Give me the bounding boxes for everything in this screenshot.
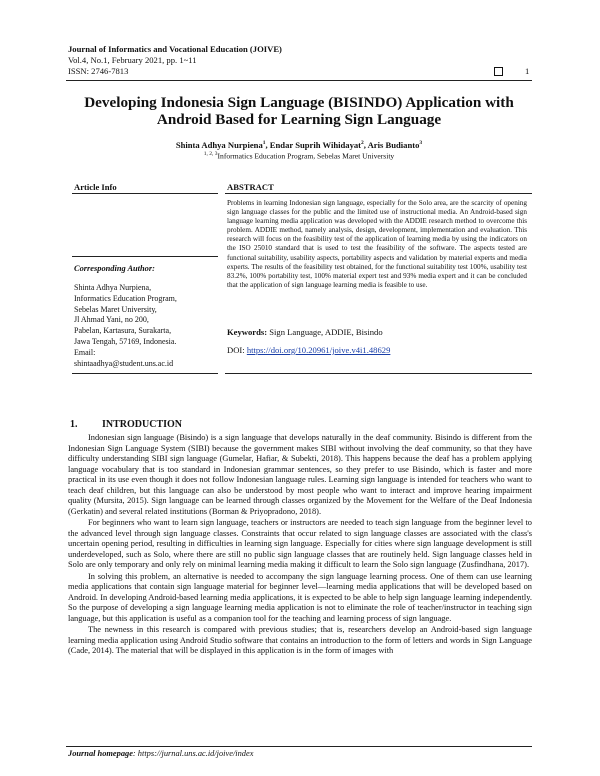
journal-homepage [68, 749, 253, 758]
author-1-sup: 1 [262, 140, 266, 147]
paragraph: The newness in this research is compared with previous studies; that is, researchers develop an Android-based sign language learning media application using Android Studio software that contains an introduction to the form of letters and words in Sign Language (Cade, 2014). The material that will be displayed in this application is in the form of images with [68, 625, 532, 655]
affiliation-sup: 1, 2, 3 [203, 151, 218, 157]
page-number: 1 [525, 66, 530, 76]
author-1: Shinta Adhya Nurpiena [175, 140, 263, 150]
doi [227, 345, 390, 355]
journal-issn: ISSN: 2746-7813 [68, 66, 129, 76]
footer-divider [66, 746, 532, 747]
author-line: Pabelan, Kartasura, Surakarta, [74, 326, 172, 336]
keywords-label: Keywords: [227, 327, 268, 337]
corresponding-author-details [74, 283, 224, 369]
homepage-url[interactable]: : https://jurnal.uns.ac.id/joive/index [132, 749, 254, 758]
author-line: Informatics Education Program, [74, 293, 177, 303]
abstract-bottom-rule [225, 373, 532, 374]
author-line: Sebelas Maret University, [74, 304, 157, 314]
checkbox-square-icon [494, 67, 503, 76]
section-number: 1. [70, 419, 78, 430]
author-list [66, 140, 532, 150]
author-2: , Endar Suprih Wihidayat [265, 140, 362, 150]
paper-title [66, 94, 532, 128]
author-line: Jl Ahmad Yani, no 200, [74, 315, 149, 325]
affiliation [66, 151, 532, 161]
author-line: Shinta Adhya Nurpiena, [74, 283, 152, 292]
author-2-sup: 2 [361, 140, 364, 147]
introduction-body [68, 433, 532, 658]
paper-title-line1: Developing Indonesia Sign Language (BISINDO) Application with [84, 94, 514, 111]
paragraph: In solving this problem, an alternative is needed to accompany the sign language learning process. One of them can use learning media applications that contain sign language material for beginner level—learning media applications that will be developed based on Android. In developing Android-based learning media applications, it is expected to be able to help sign language learning independently. So the purpose of developing a sign language learning media application is not to eliminate the role of teacher/instructor in teaching sign language, but this application is useful as a companion tool for the teaching and learning process of sign language. [68, 571, 532, 623]
author-email: shintaadhya@student.uns.ac.id [74, 358, 174, 368]
author-line: Jawa Tengah, 57169, Indonesia. [74, 336, 177, 346]
abstract-top-rule [225, 193, 532, 194]
affiliation-text: Informatics Education Program, Sebelas Maret University [217, 151, 395, 161]
author-3: , Aris Budianto [363, 140, 420, 150]
keywords [227, 327, 383, 337]
abstract-text: Problems in learning Indonesian sign language, especially for the Solo area, are the scarcity of opening sign language classes for the public and the limited use of instructional media. An Android-based sign language learning media application was developed with the ADDIE research method to overcome this problem. ADDIE method, namely analysis, design, development, implementation and evaluation. This research will focus on the feasibility test of the application of learning media by using the indicators on the ISO 25010 standard that is used to test the feasibility of the software. The aspects tested are functional suitability, usability aspects, portability aspects and validation by material experts and media experts. The results of the feasibility test obtained, for the functional suitability test 100%, usability test 83.2%, 100% portability test, 100% material expert test and 93% media expert and it can be concluded that the application of sign language learning media is feasible to use. [227, 199, 527, 289]
doi-label: DOI: [227, 345, 247, 355]
paragraph: For beginners who want to learn sign language, teachers or instructors are needed to teach sign language from the beginner level to the advanced level through sign language classes. Constraints that occur related to sign language classes are associated with the class's uncertain opening period, resulting in difficulties in learning sign language. Especially for cities where sign language development is still underdeveloped, such as Solo, where there are still no public sign language classes that are routinely held. Sign language classes held in Solo are only temporary and only rely on minimal learning media making it difficult to learn the Solo sign language (Zusfindhana, 2017). [68, 518, 532, 569]
introduction-heading [70, 419, 182, 430]
article-info-top-rule [72, 193, 218, 194]
journal-volume: Vol.4, No.1, February 2021, pp. 1~11 [68, 55, 197, 65]
abstract-heading: ABSTRACT [227, 182, 274, 192]
article-info-heading: Article Info [74, 182, 117, 192]
section-title: INTRODUCTION [102, 419, 183, 430]
author-3-sup: 3 [419, 140, 423, 147]
keywords-value: Sign Language, ADDIE, Bisindo [267, 327, 383, 337]
corresponding-rule [72, 256, 218, 257]
doi-link[interactable]: https://doi.org/10.20961/joive.v4i1.48629 [246, 345, 391, 355]
homepage-label: Journal homepage [68, 749, 133, 758]
corresponding-author-heading: Corresponding Author: [74, 264, 155, 273]
header-divider [66, 80, 532, 81]
paper-title-line2: Android Based for Learning Sign Language [156, 111, 442, 128]
author-line: Email: [74, 347, 96, 357]
paragraph: Indonesian sign language (Bisindo) is a sign language that develops naturally in the deaf community. Bisindo is different from the Indonesian Sign Language System (SIBI) because the government makes SIBI without involving the deaf community, so that they have difficulty understanding SIBI sign language (Gumelar, Hafiar, & Subekti, 2018). This happens because the deaf has a problem applying language vocabulary that is too standard in Indonesian grammar sentences, so they prefer to use Bisindo, which is faster and more practical in its use even though it does not follow Indonesian language rules. Learning sign language is intended for teachers who want to teach deaf children, but this language can also be understood by most people who want to interact and improve hearing impairment quality (Mursita, 2015). Sign language can be learned through classes organized by the Movement for the Welfare of the Deaf Indonesia (Gerkatin) and several related institutions (Borman & Priyopradono, 2018). [68, 433, 532, 516]
article-info-bottom-rule [72, 373, 218, 374]
journal-name: Journal of Informatics and Vocational Education (JOIVE) [68, 44, 282, 54]
